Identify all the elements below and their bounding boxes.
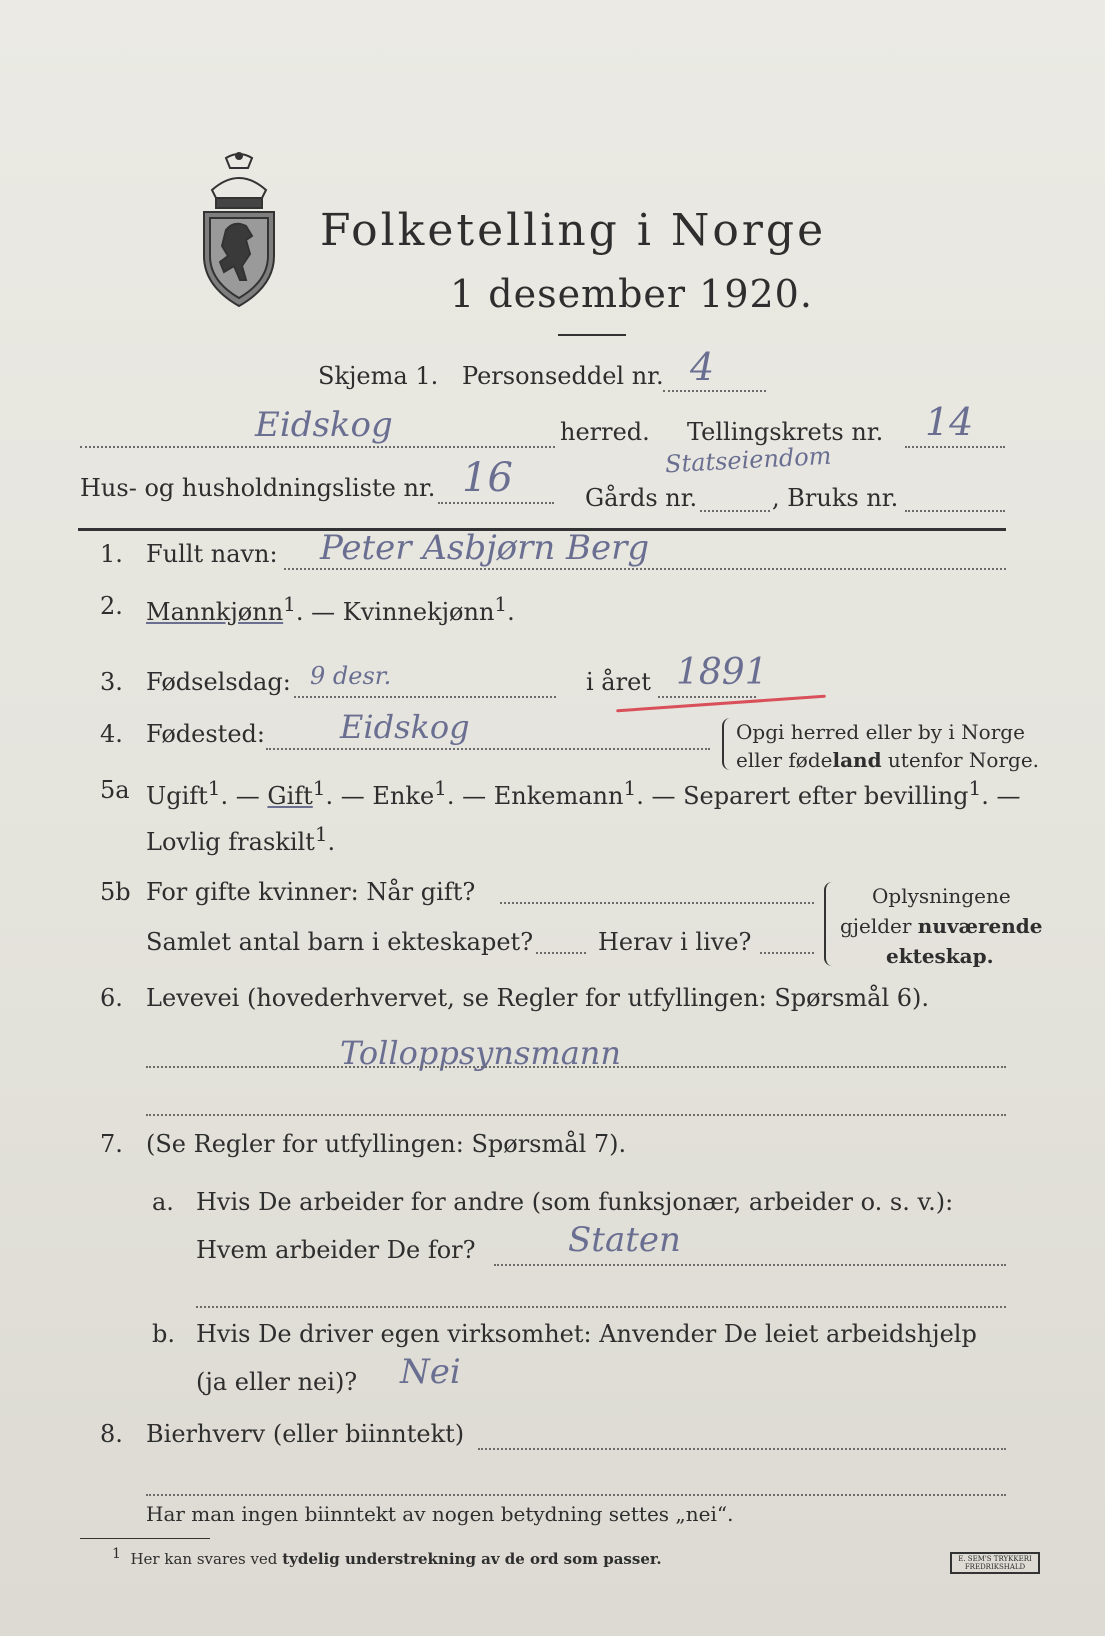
ugift-option[interactable]: Ugift	[146, 782, 208, 810]
footnote: $^1$ Her kan svares ved tydelig understrekning av de ord som passer.	[112, 1546, 662, 1568]
q5b-children-label: Samlet antal barn i ekteskapet?	[146, 928, 534, 956]
q5a-number: 5a	[100, 776, 130, 804]
q1-number: 1.	[100, 540, 123, 568]
gards-value[interactable]: Statseiendom	[664, 441, 833, 479]
sex-options: Mannkjønn$^1$. — Kvinnekjønn$^1$.	[146, 592, 515, 626]
q7-number: 7.	[100, 1130, 123, 1158]
herred-value[interactable]: Eidskog	[255, 405, 393, 445]
employer-value[interactable]: Staten	[568, 1220, 681, 1260]
q4-label: Fødested:	[146, 720, 265, 748]
female-option[interactable]: Kvinnekjønn	[342, 598, 495, 626]
tellingskrets-label: Tellingskrets nr.	[687, 418, 884, 446]
bruks-label: , Bruks nr.	[772, 484, 899, 512]
tellingskrets-value[interactable]: 14	[925, 400, 974, 444]
q7-label: (Se Regler for utfyllingen: Spørsmål 7).	[146, 1130, 627, 1158]
q5b-note-line2: gjelder nuværende	[840, 914, 1043, 938]
occupation-value[interactable]: Tolloppsynsmann	[340, 1034, 621, 1072]
q6-label: Levevei (hovederhvervet, se Regler for utfyllingen: Spørsmål 6).	[146, 984, 930, 1012]
personseddel-label: Personseddel nr.	[462, 362, 664, 390]
q8-label: Bierhverv (eller biinntekt)	[146, 1420, 465, 1448]
q7b-line1: Hvis De driver egen virksomhet: Anvender De leiet arbeidshjelp	[196, 1320, 977, 1348]
year-label: i året	[586, 668, 651, 696]
q5b-note-line3: ekteskap.	[886, 944, 994, 968]
q5b-note-line1: Oplysningene	[872, 884, 1011, 908]
household-list-value[interactable]: 16	[462, 455, 513, 501]
enkemann-option[interactable]: . — Enkemann	[446, 782, 624, 810]
q4-number: 4.	[100, 720, 123, 748]
gards-label: Gårds nr.	[585, 484, 698, 512]
gift-option[interactable]: Gift	[267, 782, 313, 810]
q1-label: Fullt navn:	[146, 540, 278, 568]
fraskilt-option[interactable]: Lovlig fraskilt$^1$.	[146, 822, 336, 856]
q8-number: 8.	[100, 1420, 123, 1448]
male-option[interactable]: Mannkjønn	[146, 598, 284, 626]
q3-number: 3.	[100, 668, 123, 696]
q7a-line1: Hvis De arbeider for andre (som funksjonær, arbeider o. s. v.):	[196, 1188, 954, 1216]
printer-stamp: E. SEM'S TRYKKERI FREDRIKSHALD	[950, 1552, 1040, 1574]
hired-help-value[interactable]: Nei	[400, 1352, 461, 1392]
personseddel-value[interactable]: 4	[690, 345, 715, 389]
q4-note-line1: Opgi herred eller by i Norge	[736, 720, 1025, 744]
q5b-alive-label: Herav i live?	[598, 928, 752, 956]
q7a-line2: Hvem arbeider De for?	[196, 1236, 476, 1264]
q5b-number: 5b	[100, 878, 131, 906]
q5b-line1: For gifte kvinner: Når gift?	[146, 878, 476, 906]
separert-option[interactable]: . — Separert efter bevilling	[636, 782, 969, 810]
schema-label: Skjema 1.	[318, 362, 439, 390]
q2-number: 2.	[100, 592, 123, 620]
title-divider	[558, 334, 626, 336]
form-title: Folketelling i Norge	[320, 205, 827, 256]
q7b-line2: (ja eller nei)?	[196, 1368, 358, 1396]
q7a-letter: a.	[152, 1188, 174, 1216]
q7b-letter: b.	[152, 1320, 175, 1348]
marital-status-options: Ugift$^1$. — Gift$^1$. — Enke$^1$. — Enkemann$^1$. — Separert efter bevilling$^1$. —	[146, 776, 1021, 810]
birthplace-value[interactable]: Eidskog	[340, 708, 470, 746]
form-date: 1 desember 1920.	[450, 272, 813, 316]
q3-label: Fødselsdag:	[146, 668, 291, 696]
q6-number: 6.	[100, 984, 123, 1012]
enke-option[interactable]: . — Enke	[325, 782, 435, 810]
norwegian-coat-of-arms-icon	[196, 150, 282, 310]
birth-day-value[interactable]: 9 desr.	[310, 662, 392, 690]
no-income-note: Har man ingen biinntekt av nogen betydning settes „nei“.	[146, 1502, 734, 1526]
full-name-value[interactable]: Peter Asbjørn Berg	[320, 528, 650, 568]
household-list-label: Hus- og husholdningsliste nr.	[80, 474, 436, 502]
q4-note-line2: eller fødeland utenfor Norge.	[736, 748, 1040, 772]
birth-year-value[interactable]: 1891	[676, 652, 768, 693]
footnote-divider	[80, 1538, 210, 1539]
herred-label: herred.	[560, 418, 650, 446]
